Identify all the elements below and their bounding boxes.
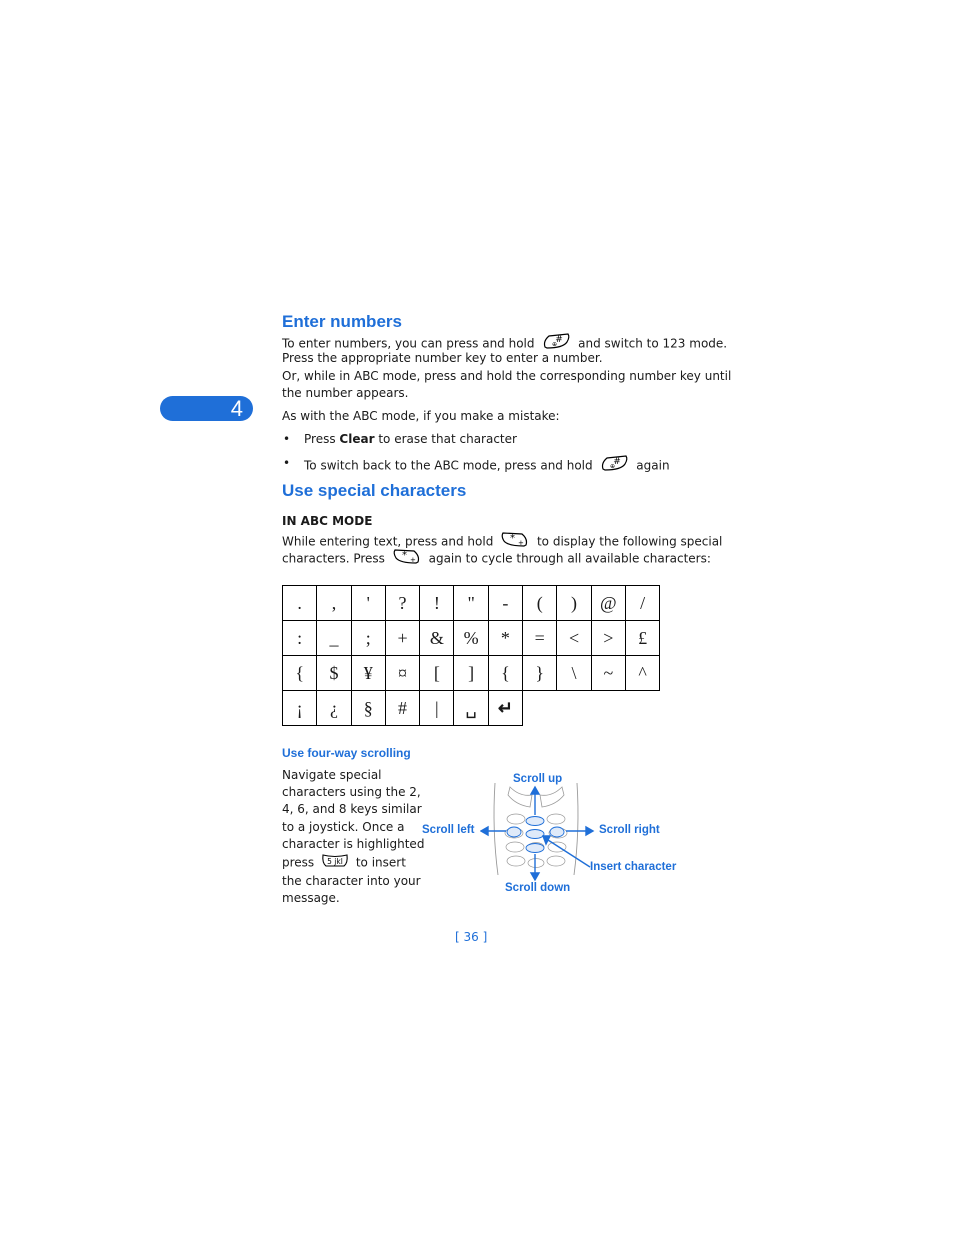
paragraph-enter-numbers-2a: Or, while in ABC mode, press and hold the corresponding number key until: [282, 369, 732, 383]
character-cell: +: [385, 621, 419, 656]
characters-row: [283, 621, 660, 656]
characters-row: [283, 691, 660, 726]
character-cell: @: [591, 586, 625, 621]
svg-text:⊕: ⊕: [610, 463, 616, 470]
character-cell: ;: [351, 621, 385, 656]
bullet-2: To switch back to the ABC mode, press and hold # ⊕ again: [304, 455, 670, 477]
character-cell: *: [488, 621, 522, 656]
paragraph-special-2: characters. Press * + again to cycle through all available characters:: [282, 548, 711, 570]
empty-cell: [523, 691, 557, 726]
svg-text:⊕: ⊕: [552, 341, 558, 348]
scroll-right-label: Scroll right: [599, 824, 660, 836]
character-cell: <: [557, 621, 591, 656]
svg-text:+: +: [409, 556, 416, 564]
bullet-1-symbol: •: [283, 432, 291, 446]
scroll-up-label: Scroll up: [513, 773, 563, 785]
character-cell: :: [283, 621, 317, 656]
special-characters-table: [282, 585, 660, 726]
character-cell: ^: [625, 656, 659, 691]
bullet-1: Press Clear to erase that character: [304, 432, 517, 446]
character-cell: ↵: [488, 691, 522, 726]
clear-key-label: Clear: [339, 432, 375, 446]
paragraph-special-1: While entering text, press and hold * + to display the following special: [282, 531, 722, 553]
character-cell: \: [557, 656, 591, 691]
character-cell: $: [317, 656, 351, 691]
character-cell: -: [488, 586, 522, 621]
svg-text:*: *: [510, 533, 516, 544]
character-cell: /: [625, 586, 659, 621]
empty-cell: [591, 691, 625, 726]
character-cell: .: [283, 586, 317, 621]
character-cell: >: [591, 621, 625, 656]
character-cell: |: [420, 691, 454, 726]
character-cell: ␣: [454, 691, 488, 726]
character-cell: ": [454, 586, 488, 621]
character-cell: ~: [591, 656, 625, 691]
character-cell: [: [420, 656, 454, 691]
paragraph-scrolling: Navigate special characters using the 2, 4, 6, and 8 keys similar to a joystick. Once a character is highlighted press 5 jkl to insert the character into your message.: [282, 768, 425, 906]
character-cell: }: [523, 656, 557, 691]
character-cell: ¤: [385, 656, 419, 691]
svg-text:#: #: [613, 457, 622, 467]
pound-key-icon: [599, 455, 629, 477]
character-cell: ¡: [283, 691, 317, 726]
character-cell: !: [420, 586, 454, 621]
character-cell: §: [351, 691, 385, 726]
character-cell: &: [420, 621, 454, 656]
paragraph-enter-numbers-1: To enter numbers, you can press and hold # ⊕ and switch to 123 mode.: [282, 333, 727, 355]
scroll-down-label: Scroll down: [505, 882, 571, 894]
page-number: [ 36 ]: [455, 930, 488, 944]
characters-row: [283, 586, 660, 621]
character-cell: #: [385, 691, 419, 726]
subheading-abc-mode: IN ABC MODE: [282, 514, 373, 528]
paragraph-enter-numbers-line2: Press the appropriate number key to enter a number.: [282, 351, 603, 365]
chapter-number: 4: [230, 396, 243, 421]
svg-text:#: #: [555, 335, 564, 345]
bullet-2-symbol: •: [283, 456, 291, 470]
character-cell: ¥: [351, 656, 385, 691]
paragraph-enter-numbers-3: As with the ABC mode, if you make a mistake:: [282, 409, 560, 423]
character-cell: ¿: [317, 691, 351, 726]
character-cell: =: [523, 621, 557, 656]
insert-character-label: Insert character: [590, 861, 677, 873]
empty-cell: [557, 691, 591, 726]
empty-cell: [625, 691, 659, 726]
character-cell: £: [625, 621, 659, 656]
character-cell: %: [454, 621, 488, 656]
star-key-icon: [392, 548, 422, 570]
heading-special-characters: Use special characters: [282, 481, 467, 500]
svg-text:*: *: [401, 550, 407, 561]
character-cell: ]: [454, 656, 488, 691]
character-cell: _: [317, 621, 351, 656]
svg-text:5 jkl: 5 jkl: [327, 857, 343, 867]
heading-enter-numbers: Enter numbers: [282, 312, 402, 331]
character-cell: {: [283, 656, 317, 691]
scroll-left-label: Scroll left: [422, 824, 475, 836]
character-cell: ': [351, 586, 385, 621]
paragraph-enter-numbers-2b: the number appears.: [282, 386, 409, 400]
characters-row: [283, 656, 660, 691]
character-cell: (: [523, 586, 557, 621]
character-cell: ,: [317, 586, 351, 621]
heading-four-way-scrolling: Use four-way scrolling: [282, 746, 411, 760]
character-cell: ?: [385, 586, 419, 621]
chapter-tab: [160, 396, 253, 421]
character-cell: {: [488, 656, 522, 691]
key-5-icon: [320, 853, 350, 873]
character-cell: ): [557, 586, 591, 621]
svg-text:+: +: [518, 539, 525, 547]
